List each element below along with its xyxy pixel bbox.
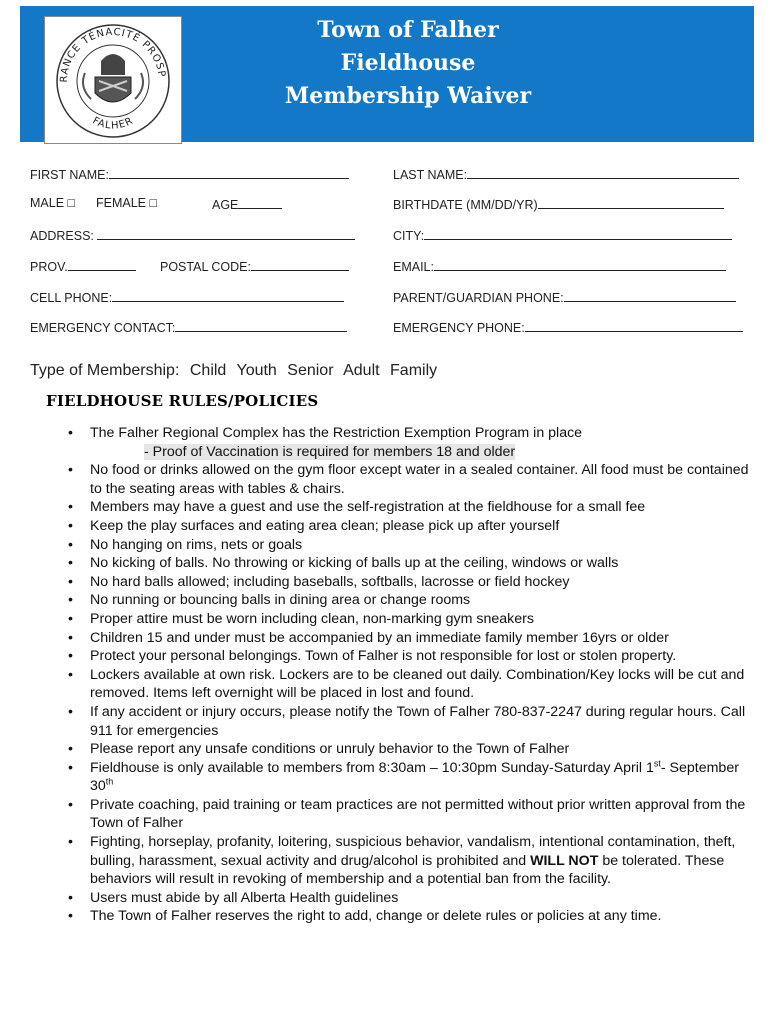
list-item: • No running or bouncing balls in dining area or change rooms — [90, 591, 760, 610]
list-item: • Proper attire must be worn including clean, non-marking gym sneakers — [90, 610, 760, 629]
header-band — [20, 6, 754, 142]
email-field[interactable]: EMAIL: — [393, 258, 726, 274]
membership-option-youth[interactable]: Youth — [236, 362, 277, 379]
title-line-2: Fieldhouse — [340, 50, 476, 76]
city-field[interactable]: CITY: — [393, 227, 732, 243]
list-item: • Private coaching, paid training or team practices are not permitted without prior written approval from the Town of Falher — [90, 796, 760, 833]
title-line-3: Membership Waiver — [284, 83, 532, 109]
age-field[interactable]: AGE — [212, 196, 282, 212]
list-item: • No food or drinks allowed on the gym floor except water in a sealed container. All food must be contained to the seating areas with tables & chairs. — [90, 461, 760, 498]
first-name-field[interactable]: FIRST NAME: — [30, 166, 349, 182]
vaccination-note: - Proof of Vaccination is required for members 18 and older — [144, 443, 516, 460]
membership-option-senior[interactable]: Senior — [287, 362, 334, 379]
membership-option-family[interactable]: Family — [390, 362, 438, 379]
seal-icon — [45, 17, 181, 143]
cell-phone-field[interactable]: CELL PHONE: — [30, 289, 344, 305]
membership-option-child[interactable]: Child — [189, 362, 227, 379]
male-checkbox[interactable]: MALE □ — [30, 196, 76, 210]
list-item: • Members may have a guest and use the self-registration at the fieldhouse for a small fee — [90, 498, 760, 517]
postal-code-field[interactable]: POSTAL CODE: — [160, 258, 349, 274]
list-item: • Users must abide by all Alberta Health guidelines — [90, 889, 760, 908]
svg-text:FALHER: FALHER — [90, 115, 136, 132]
list-item: • Lockers available at own risk. Lockers are to be cleaned out daily. Combination/Key locks will be cut and removed. Items left overnight will be placed in lost and found. — [90, 666, 760, 703]
membership-label: Type of Membership: — [30, 362, 180, 379]
last-name-field[interactable]: LAST NAME: — [393, 166, 739, 182]
address-field[interactable]: ADDRESS: — [30, 227, 355, 243]
list-item: • The Town of Falher reserves the right to add, change or delete rules or policies at any time. — [90, 907, 760, 926]
membership-option-adult[interactable]: Adult — [343, 362, 380, 379]
list-item: • Keep the play surfaces and eating area clean; please pick up after yourself — [90, 517, 760, 536]
emergency-phone-field[interactable]: EMERGENCY PHONE: — [393, 319, 743, 335]
birthdate-field[interactable]: BIRTHDATE (MM/DD/YR) — [393, 196, 724, 212]
checkbox-icon[interactable]: □ — [67, 196, 76, 210]
parent-phone-field[interactable]: PARENT/GUARDIAN PHONE: — [393, 289, 736, 305]
title-line-1: Town of Falher — [317, 17, 499, 43]
list-item: • Fieldhouse is only available to members from 8:30am – 10:30pm Sunday-Saturday April 1st- September 30th — [90, 759, 760, 796]
list-item: • The Falher Regional Complex has the Restriction Exemption Program in place - Proof of Vaccination is required for members 18 and older — [90, 424, 760, 461]
checkbox-icon[interactable]: □ — [149, 196, 158, 210]
list-item: • Protect your personal belongings. Town of Falher is not responsible for lost or stolen property. — [90, 647, 760, 666]
list-item: • Children 15 and under must be accompanied by an immediate family member 16yrs or older — [90, 629, 760, 648]
town-seal-logo — [44, 16, 182, 144]
list-item: • If any accident or injury occurs, please notify the Town of Falher 780-837-2247 during regular hours. Call 911 for emergencies — [90, 703, 760, 740]
page-title — [198, 14, 618, 113]
svg-text:ESPÉRANCE TÉNACITÉ PROSPÉRITÉ: RANCE TÉNACITÉ PROSP — [58, 26, 167, 83]
female-checkbox[interactable]: FEMALE □ — [96, 196, 158, 210]
membership-type — [30, 362, 443, 380]
list-item: • Fighting, horseplay, profanity, loitering, suspicious behavior, vandalism, intentional contamination, theft, bulling, harassment, sexual activity and drug/alcohol is prohibited and WILL NOT be tolerated. These behaviors will result in revoking of membership and a potential ban from the facility. — [90, 833, 760, 889]
emergency-contact-field[interactable]: EMERGENCY CONTACT: — [30, 319, 347, 335]
rules-list — [60, 424, 760, 926]
list-item: • No hard balls allowed; including baseballs, softballs, lacrosse or field hockey — [90, 573, 760, 592]
list-item: • Please report any unsafe conditions or unruly behavior to the Town of Falher — [90, 740, 760, 759]
list-item: • No kicking of balls. No throwing or kicking of balls up at the ceiling, windows or walls — [90, 554, 760, 573]
province-field[interactable]: PROV. — [30, 258, 136, 274]
rules-heading: FIELDHOUSE RULES/POLICIES — [46, 392, 319, 410]
list-item: • No hanging on rims, nets or goals — [90, 536, 760, 555]
